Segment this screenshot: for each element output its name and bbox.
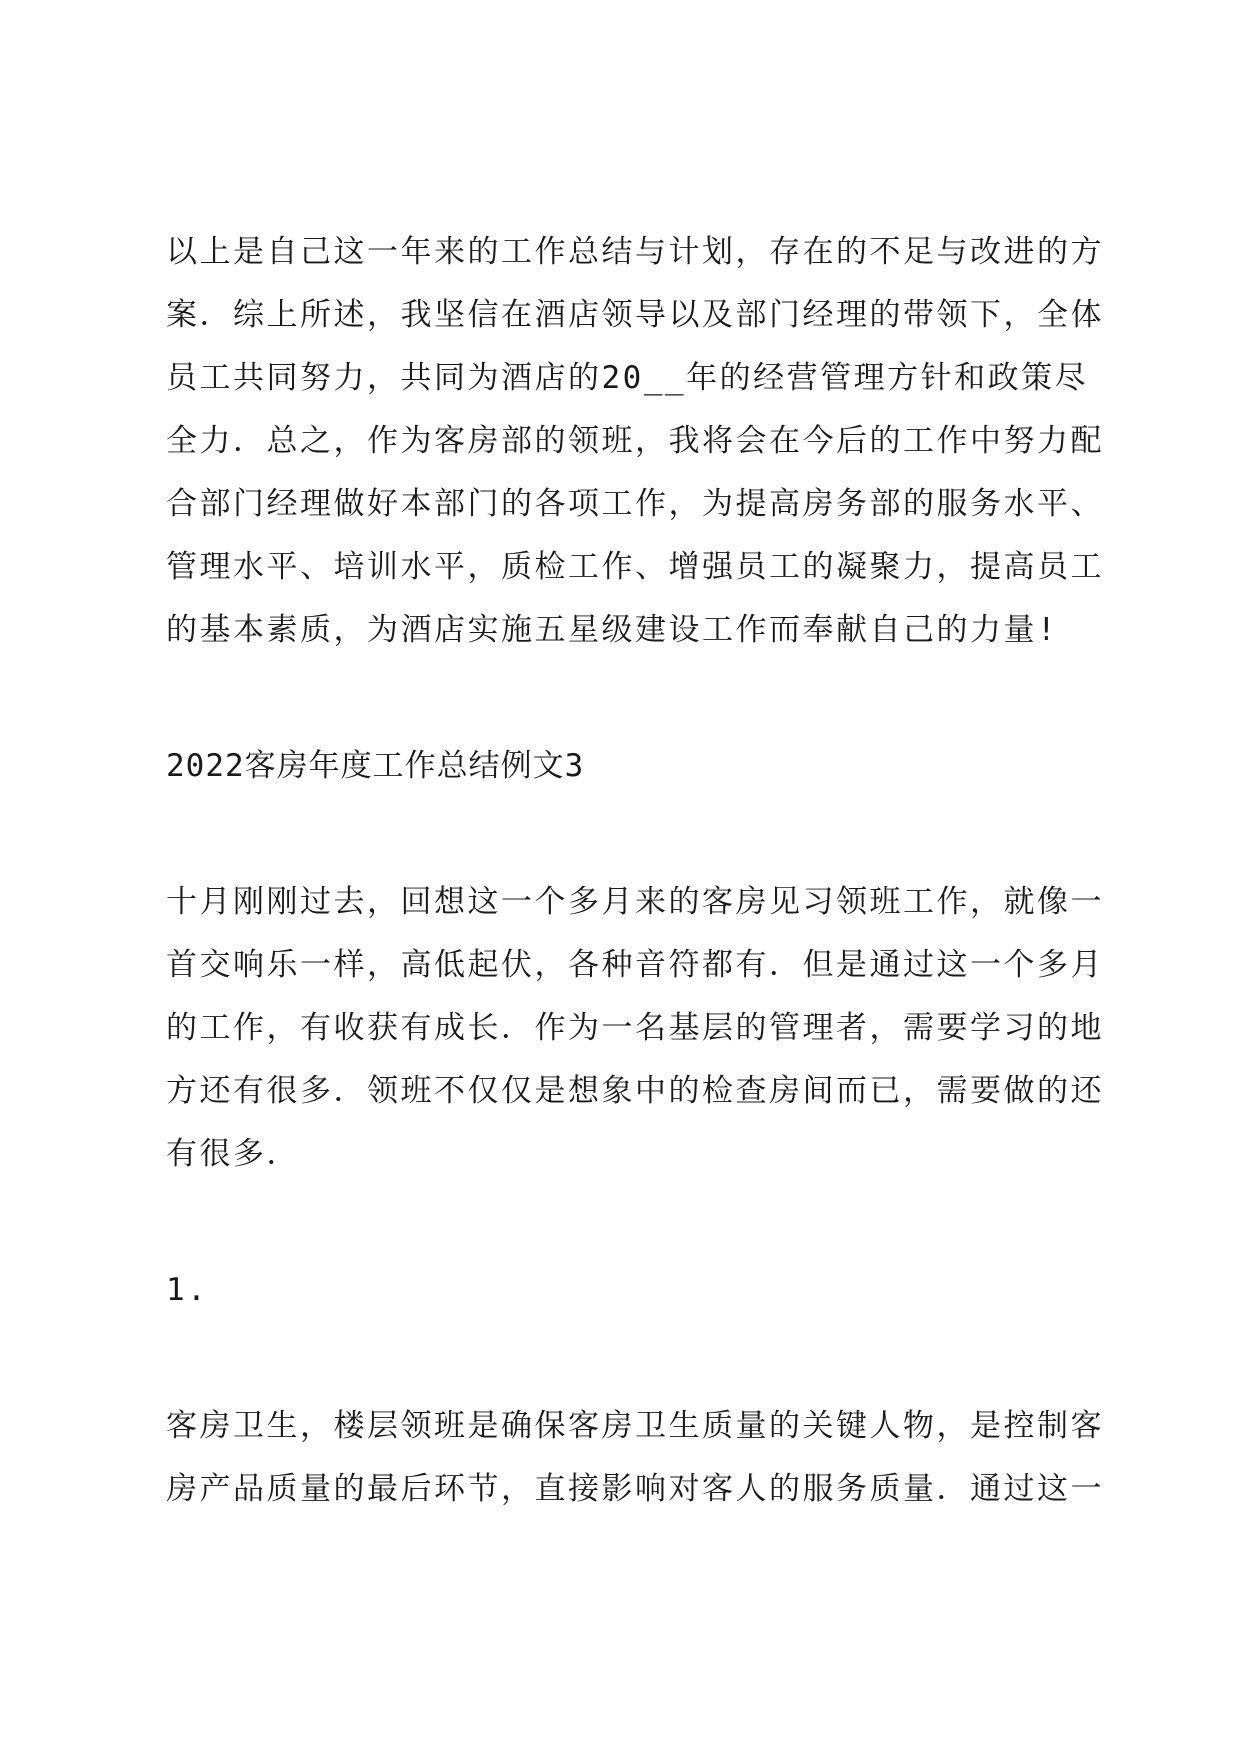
- paragraph-1-line-4: 全力．总之，作为客房部的领班，我将会在今后的工作中努力配: [166, 423, 1104, 459]
- paragraph-1-line-3: 员工共同努力，共同为酒店的20__年的经营管理方针和政策尽: [166, 360, 1089, 396]
- paragraph-3-line-2: 房产品质量的最后环节，直接影响对客人的服务质量．通过这一: [166, 1471, 1104, 1507]
- paragraph-2-line-5: 有很多．: [166, 1136, 300, 1172]
- paragraph-3-line-1: 客房卫生，楼层领班是确保客房卫生质量的关键人物，是控制客: [166, 1408, 1104, 1444]
- paragraph-1-line-5: 合部门经理做好本部门的各项工作，为提高房务部的服务水平、: [166, 486, 1104, 522]
- paragraph-2-line-3: 的工作，有收获有成长．作为一名基层的管理者，需要学习的地: [166, 1010, 1104, 1046]
- paragraph-2-line-1: 十月刚刚过去，回想这一个多月来的客房见习领班工作，就像一: [166, 884, 1104, 920]
- paragraph-2-line-4: 方还有很多．领班不仅仅是想象中的检查房间而已，需要做的还: [166, 1073, 1104, 1109]
- paragraph-1-line-2: 案．综上所述，我坚信在酒店领导以及部门经理的带领下，全体: [166, 297, 1104, 333]
- list-item-number: 1.: [166, 1272, 209, 1308]
- paragraph-1-line-6: 管理水平、培训水平，质检工作、增强员工的凝聚力，提高员工: [166, 549, 1104, 585]
- section-heading: 2022客房年度工作总结例文3: [166, 748, 585, 784]
- paragraph-1-line-1: 以上是自己这一年来的工作总结与计划，存在的不足与改进的方: [166, 234, 1104, 270]
- paragraph-1-line-7: 的基本素质，为酒店实施五星级建设工作而奉献自己的力量!: [166, 612, 1059, 648]
- paragraph-2-line-2: 首交响乐一样，高低起伏，各种音符都有．但是通过这一个多月: [166, 947, 1104, 983]
